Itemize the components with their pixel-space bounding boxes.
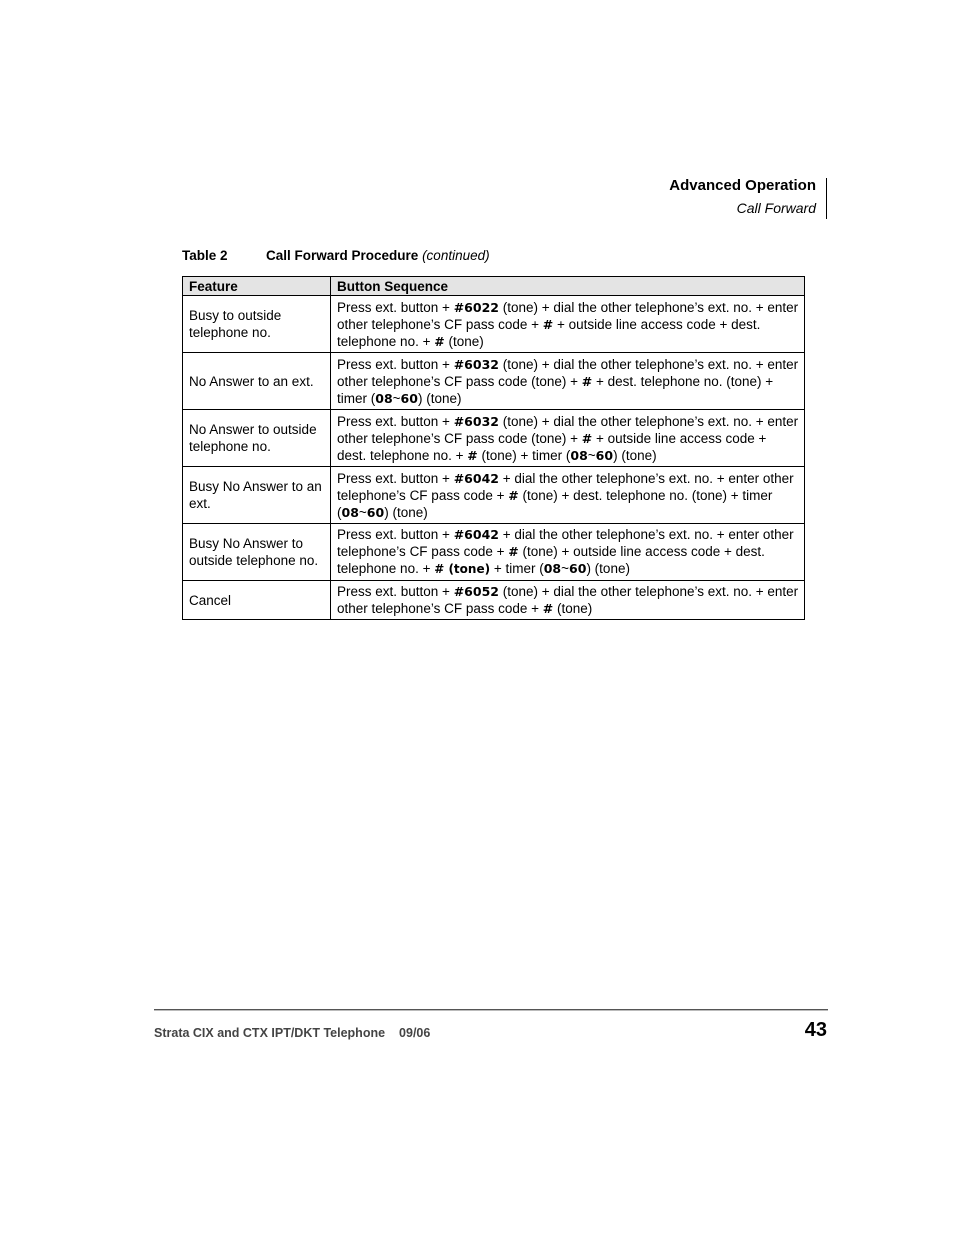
sequence-cell: Press ext. button + #6052 (tone) + dial the other telephone’s ext. no. + enter other telephone’s CF pass code + # (tone) <box>331 581 805 620</box>
feature-cell: Busy to outside telephone no. <box>183 296 331 353</box>
feature-cell: No Answer to an ext. <box>183 353 331 410</box>
feature-cell: Cancel <box>183 581 331 620</box>
table-row <box>183 467 805 524</box>
footer-doc-info <box>154 1026 430 1040</box>
footer-doc-title: Strata CIX and CTX IPT/DKT Telephone <box>154 1026 386 1040</box>
sequence-cell: Press ext. button + #6022 (tone) + dial the other telephone’s ext. no. + enter other telephone’s CF pass code + # + outside line access code + dest. telephone no. + # (tone) <box>331 296 805 353</box>
footer-rule <box>154 1009 828 1011</box>
page-number: 43 <box>804 1019 827 1041</box>
table-number: Table 2 <box>182 248 228 263</box>
table-row <box>183 353 805 410</box>
table-row <box>183 524 805 581</box>
table-title: Call Forward Procedure <box>266 248 419 263</box>
table-row <box>183 581 805 620</box>
feature-cell: Busy No Answer to outside telephone no. <box>183 524 331 581</box>
column-header-button-sequence: Button Sequence <box>331 277 805 296</box>
sequence-cell: Press ext. button + #6032 (tone) + dial the other telephone’s ext. no. + enter other telephone’s CF pass code (tone) + # + dest. telephone no. (tone) + timer (08~60) (tone) <box>331 353 805 410</box>
column-header-feature: Feature <box>183 277 331 296</box>
table-continued: (continued) <box>422 248 490 263</box>
footer-date: 09/06 <box>399 1026 431 1040</box>
sequence-cell: Press ext. button + #6042 + dial the other telephone’s ext. no. + enter other telephone’s CF pass code + # (tone) + dest. telephone no. (tone) + timer (08~60) (tone) <box>331 467 805 524</box>
feature-cell: No Answer to outside telephone no. <box>183 410 331 467</box>
table-caption <box>182 248 490 263</box>
header-rule <box>826 178 827 219</box>
section-subtitle: Call Forward <box>736 200 816 216</box>
table-header-row <box>183 277 805 296</box>
table-row <box>183 410 805 467</box>
section-title: Advanced Operation <box>669 177 816 194</box>
table-row <box>183 296 805 353</box>
call-forward-table <box>182 276 805 620</box>
sequence-cell: Press ext. button + #6032 (tone) + dial the other telephone’s ext. no. + enter other telephone’s CF pass code (tone) + # + outside line access code + dest. telephone no. + # (tone) + timer (08~60) (tone) <box>331 410 805 467</box>
feature-cell: Busy No Answer to an ext. <box>183 467 331 524</box>
sequence-cell: Press ext. button + #6042 + dial the other telephone’s ext. no. + enter other telephone’s CF pass code + # (tone) + outside line access code + dest. telephone no. + # (tone) + timer (08~60) (tone) <box>331 524 805 581</box>
